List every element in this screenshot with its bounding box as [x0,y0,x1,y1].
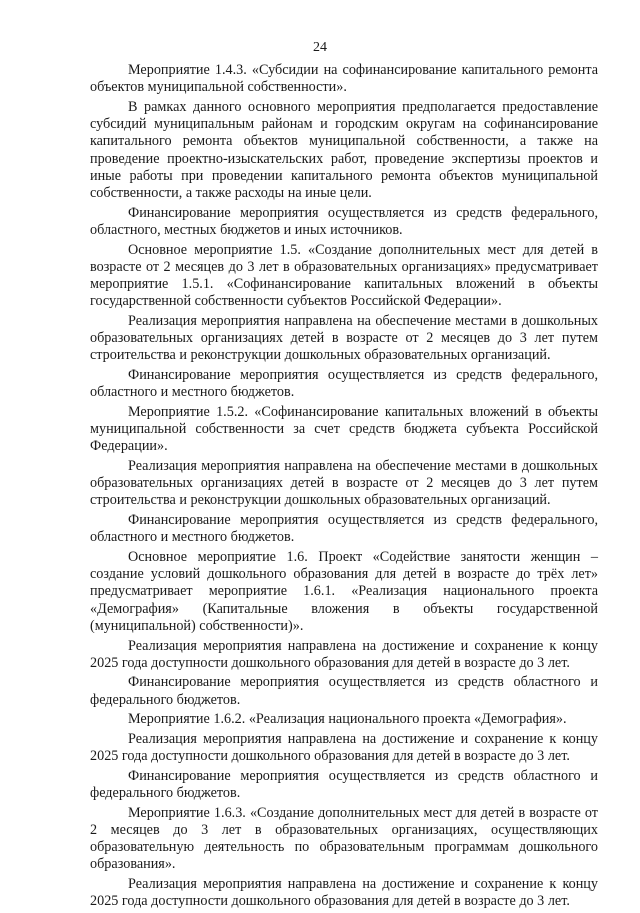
paragraph: В рамках данного основного мероприятия предполагается предоставление субсидий муниципальным районам и городским округам на софинансирование капитального ремонта объектов муниципальной собственности, а также на проведение проектно-изыскательских работ, проведение экспертизы проектов и иные работы при проведении капитального ремонта объектов муниципальной собственности, а также расходы на иные цели. [90,98,598,201]
paragraph: Финансирование мероприятия осуществляется из средств федерального, областного и местного бюджетов. [90,366,598,401]
paragraph: Мероприятие 1.6.3. «Создание дополнительных мест для детей в возрасте от 2 месяцев до 3 лет в образовательных организациях, осуществляющих образовательную деятельность по образовательным программам дошкольного образования». [90,804,598,873]
paragraph: Основное мероприятие 1.6. Проект «Содействие занятости женщин – создание условий дошкольного образования для детей в возрасте до трёх лет» предусматривает мероприятие 1.6.1. «Реализация национального проекта «Демография» (Капитальные вложения в объекты государственной (муниципальной) собственности)». [90,548,598,634]
paragraph: Финансирование мероприятия осуществляется из средств федерального, областного, местных бюджетов и иных источников. [90,204,598,238]
page-number: 24 [313,40,327,55]
paragraph: Основное мероприятие 1.5. «Создание дополнительных мест для детей в возрасте от 2 месяцев до 3 лет в образовательных организациях» предусматривает мероприятие 1.5.1. «Софинансирование капитальных вложений в объекты государственной собственности субъектов Российской Федерации». [90,241,598,310]
paragraph: Мероприятие 1.5.2. «Софинансирование капитальных вложений в объекты муниципальной собственности за счет средств бюджета субъекта Российской Федерации». [90,403,598,455]
paragraph: Реализация мероприятия направлена на достижение и сохранение к концу 2025 года доступности дошкольного образования для детей в возрасте до 3 лет. [90,731,598,765]
paragraph: Финансирование мероприятия осуществляется из средств областного и федерального бюджетов. [90,674,598,708]
document-body [90,62,598,913]
paragraph: Мероприятие 1.6.2. «Реализация национального проекта «Демография». [128,711,567,728]
paragraph: Реализация мероприятия направлена на достижение и сохранение к концу 2025 года доступности дошкольного образования для детей в возрасте до 3 лет. [90,637,598,671]
paragraph: Реализация мероприятия направлена на обеспечение местами в дошкольных образовательных организациях детей в возрасте от 2 месяцев до 3 лет путем строительства и реконструкции дошкольных образовательных организаций. [90,312,598,364]
paragraph: Финансирование мероприятия осуществляется из средств областного и федерального бюджетов. [90,767,598,802]
paragraph: Финансирование мероприятия осуществляется из средств федерального, областного и местного бюджетов. [90,512,598,546]
paragraph: Мероприятие 1.4.3. «Субсидии на софинансирование капитального ремонта объектов муниципальной собственности». [90,62,598,96]
paragraph: Реализация мероприятия направлена на достижение и сохранение к концу 2025 года доступности дошкольного образования для детей в возрасте до 3 лет. [90,876,598,910]
paragraph: Реализация мероприятия направлена на обеспечение местами в дошкольных образовательных организациях детей в возрасте от 2 месяцев до 3 лет путем строительства и реконструкции дошкольных образовательных организаций. [90,457,598,509]
